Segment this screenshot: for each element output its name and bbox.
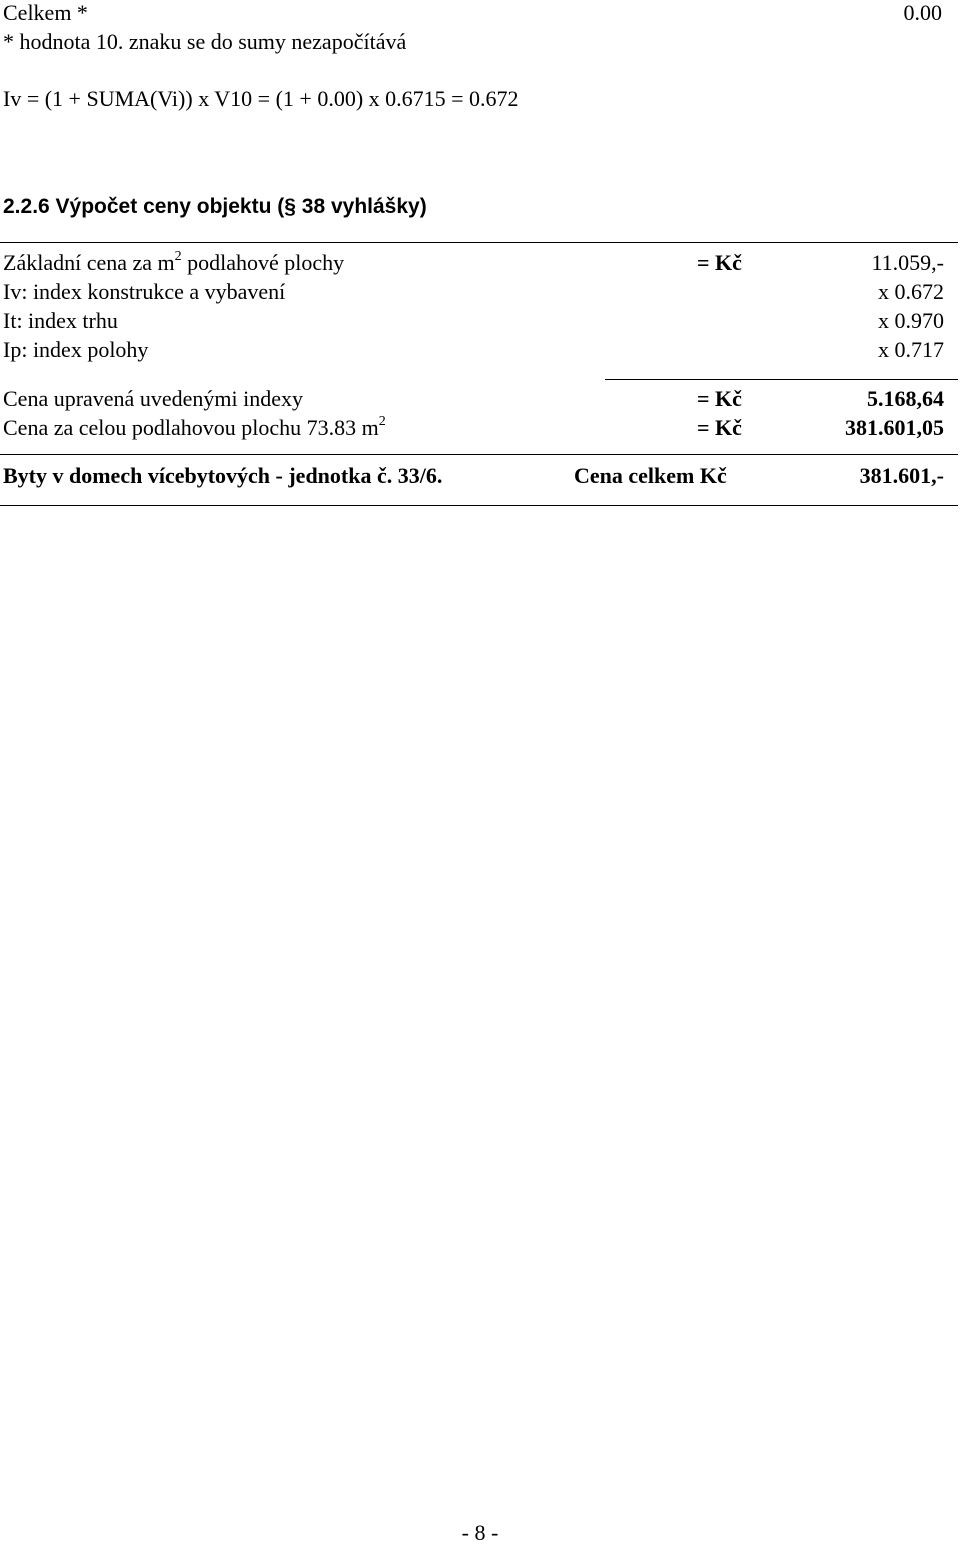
celkem-value: 0.00 [903,0,942,25]
zakladni-cena-label [3,249,345,275]
iv-value: x 0.672 [878,279,944,304]
ip-value: x 0.717 [878,337,944,362]
total-cena-label: Cena celkem Kč [574,463,727,488]
total-value: 381.601,- [859,463,944,488]
zakladni-cena-sup: 2 [174,249,182,264]
upravena-cena-value: 5.168,64 [867,386,944,411]
upravena-cena-label: Cena upravená uvedenými indexy [3,386,303,411]
zakladni-cena-label-tail: podlahové plochy [181,250,345,275]
iv-label: Iv: index konstrukce a vybavení [3,279,286,304]
zakladni-cena-label-text: Základní cena za m [3,250,175,275]
total-label: Byty v domech vícebytových - jednotka č. 33/6. [3,463,443,488]
celou-plochu-op: = Kč [697,415,742,440]
zakladni-cena-value: 11.059,- [871,250,944,275]
zakladni-cena-op: = Kč [697,250,742,275]
ip-label: Ip: index polohy [3,337,149,362]
celou-plochu-sup: 2 [378,414,386,429]
upravena-cena-op: = Kč [697,386,742,411]
celou-plochu-label [3,414,386,440]
celou-plochu-label-text: Cena za celou podlahovou plochu 73.83 m [3,415,379,440]
it-label: It: index trhu [3,308,118,333]
subtotal-rule [605,379,958,380]
celkem-label: Celkem * [3,0,88,25]
total-top-rule [0,454,958,455]
it-value: x 0.970 [878,308,944,333]
total-bottom-rule [0,505,958,506]
section-heading: 2.2.6 Výpočet ceny objektu (§ 38 vyhlášky) [3,195,427,218]
page-number: - 8 - [461,1520,499,1545]
footnote: * hodnota 10. znaku se do sumy nezapočítává [3,29,407,54]
iv-formula: Iv = (1 + SUMA(Vi)) x V10 = (1 + 0.00) x 0.6715 = 0.672 [3,86,519,111]
celou-plochu-value: 381.601,05 [845,415,944,440]
table-top-rule [0,242,958,243]
